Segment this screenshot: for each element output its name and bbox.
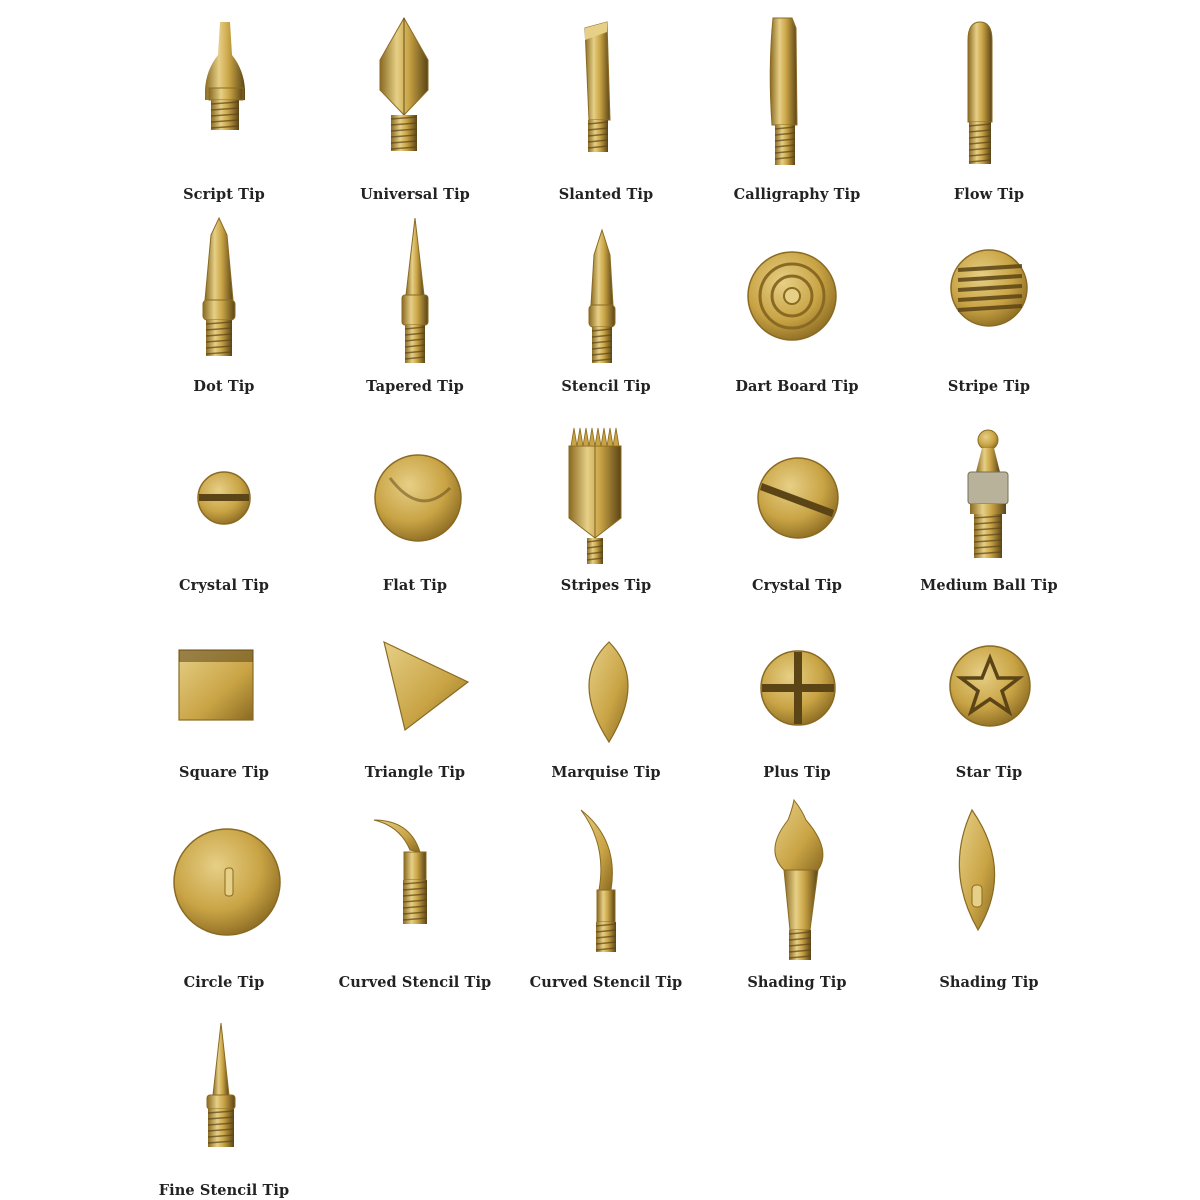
tip-item [511, 0, 701, 190]
tip-item [894, 590, 1084, 780]
tip-item [702, 590, 892, 780]
tip-item [320, 398, 510, 588]
tip-label: Star Tip [955, 764, 1023, 781]
tip-label: Stripe Tip [947, 378, 1031, 395]
tip-item [320, 0, 510, 190]
tip-label: Circle Tip [183, 974, 265, 991]
tip-label: Crystal Tip [179, 577, 269, 594]
tip-item [702, 790, 892, 980]
tip-label: Marquise Tip [551, 764, 661, 781]
tip-label: Dot Tip [193, 378, 255, 395]
tip-item [894, 790, 1084, 980]
tip-item [894, 0, 1084, 190]
tip-item [320, 200, 510, 390]
tip-item [702, 398, 892, 588]
tip-item [129, 590, 319, 780]
tip-item [702, 0, 892, 190]
tip-label: Flow Tip [953, 186, 1025, 203]
tip-label: Dart Board Tip [735, 378, 859, 395]
tip-label: Triangle Tip [364, 764, 466, 781]
tip-label: Universal Tip [360, 186, 470, 203]
tip-label: Square Tip [179, 764, 269, 781]
tip-label: Plus Tip [763, 764, 831, 781]
tip-item [894, 200, 1084, 390]
tip-label: Stencil Tip [561, 378, 651, 395]
tip-label: Script Tip [183, 186, 265, 203]
tip-item [511, 590, 701, 780]
tip-label: Shading Tip [939, 974, 1039, 991]
tip-label: Calligraphy Tip [733, 186, 861, 203]
tip-item [129, 398, 319, 588]
tip-item [129, 790, 319, 980]
tip-label: Medium Ball Tip [920, 577, 1058, 594]
tip-item [511, 398, 701, 588]
tip-label: Flat Tip [382, 577, 448, 594]
tip-label: Fine Stencil Tip [158, 1182, 290, 1199]
tip-item [129, 1005, 319, 1195]
tip-label: Stripes Tip [560, 577, 652, 594]
tip-item [511, 200, 701, 390]
tip-item [129, 200, 319, 390]
tip-label: Tapered Tip [366, 378, 464, 395]
tip-label: Shading Tip [747, 974, 847, 991]
tip-item [894, 398, 1084, 588]
tip-item [320, 590, 510, 780]
tip-item [320, 790, 510, 980]
tip-label: Curved Stencil Tip [529, 974, 683, 991]
tip-label: Curved Stencil Tip [338, 974, 492, 991]
tip-item [702, 200, 892, 390]
tip-label: Crystal Tip [752, 577, 842, 594]
tip-item [129, 0, 319, 190]
tip-item [511, 790, 701, 980]
tip-label: Slanted Tip [558, 186, 654, 203]
